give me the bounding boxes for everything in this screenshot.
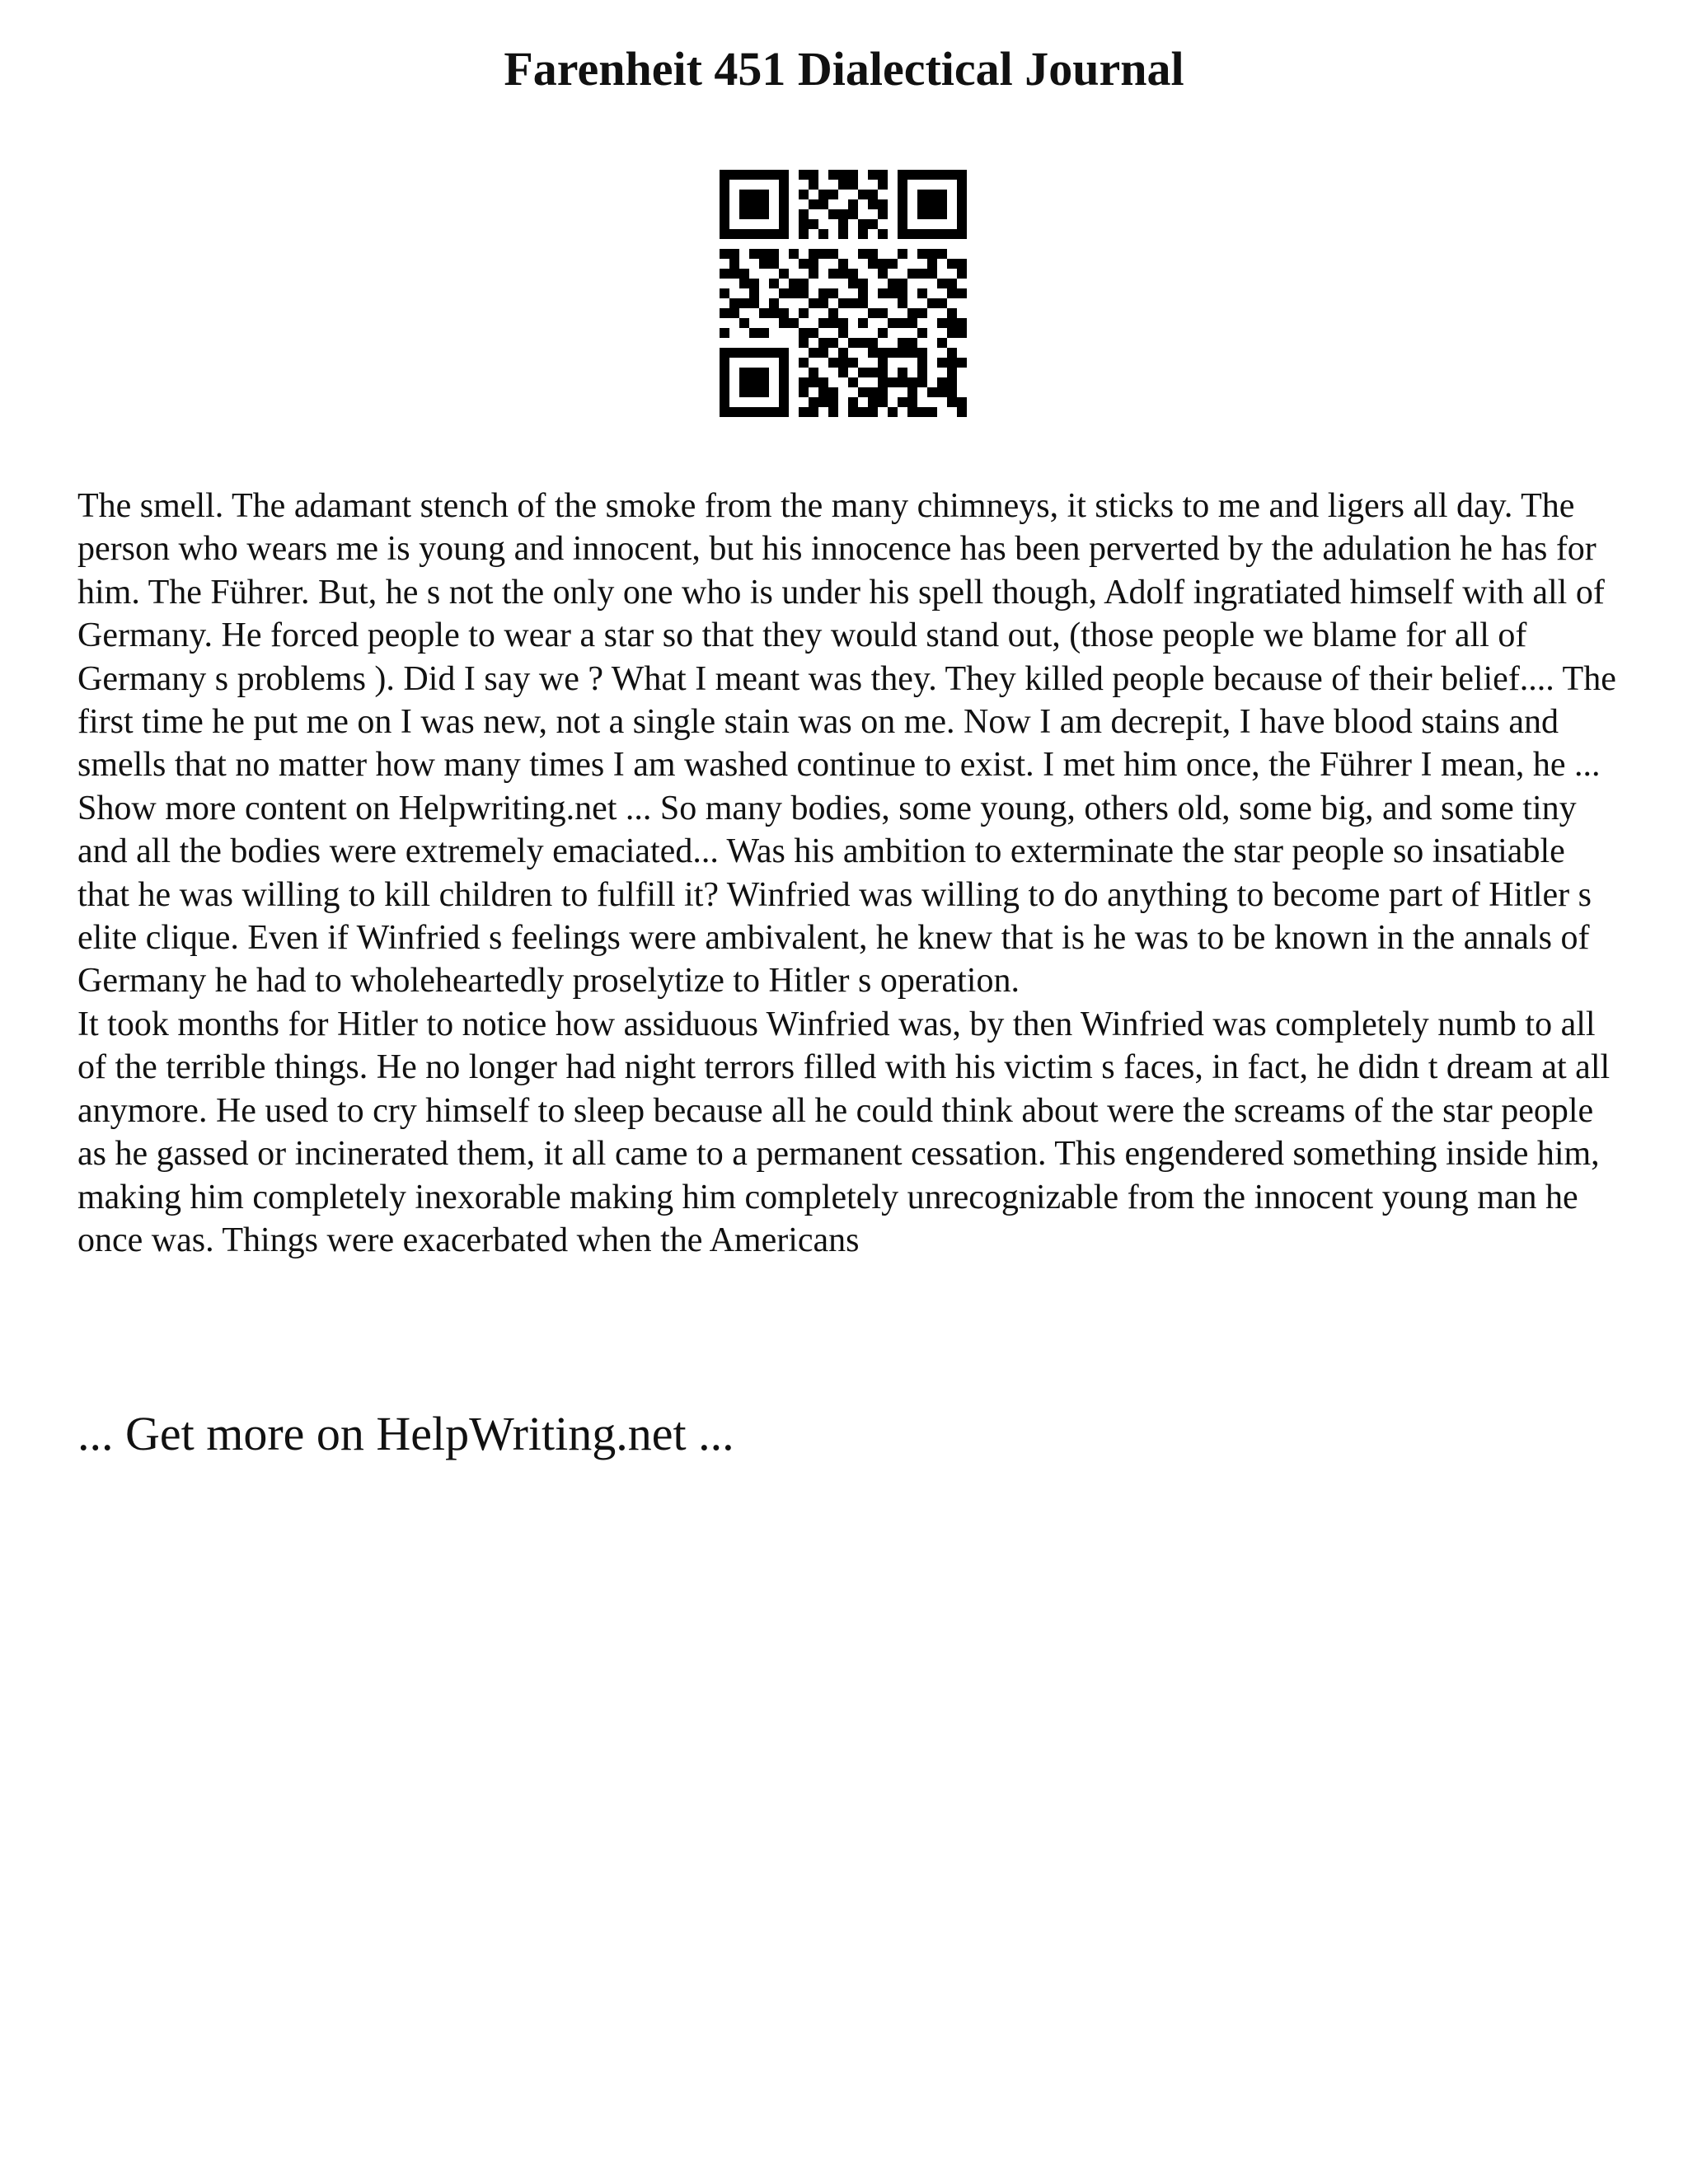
- body-paragraph: It took months for Hitler to notice how assiduous Winfried was, by then Winfried was completely numb to all of the terrible things. He no longer had night terrors filled with his victim s faces, in fact, he didn t dream at all anymore. He used to cry himself to sleep because all he could think about were the screams of the star people as he gassed or incinerated them, it all came to a permanent cessation. This engendered something inside him, making him completely inexorable making him completely unrecognizable from the innocent young man he once was. Things were exacerbated when the Americans: [77, 1005, 1611, 1259]
- qr-code[interactable]: [720, 170, 967, 417]
- qr-code-icon: [720, 170, 967, 417]
- get-more-link[interactable]: ... Get more on HelpWriting.net ...: [77, 1407, 734, 1460]
- document-title: Farenheit 451 Dialectical Journal: [504, 42, 1184, 96]
- body-text: [77, 485, 1619, 1262]
- body-paragraph: The smell. The adamant stench of the smoke from the many chimneys, it sticks to me and ligers all day. The person who wears me is young and innocent, but his innocence has been perverted by the adulation he has for him. The Führer. But, he s not the only one who is under his spell though, Adolf ingratiated himself with all of Germany. He forced people to wear a star so that they would stand out, (those people we blame for all of Germany s problems ). Did I say we ? What I meant was they. They killed people because of their belief.... The first time he put me on I was new, not a single stain was on me. Now I am decrepit, I have blood stains and smells that no matter how many times I am washed continue to exist. I met him once, the Führer I mean, he ... Show more content on Helpwriting.net ... So many bodies, some young, others old, some big, and some tiny and all the bodies were extremely emaciated... Was his ambition to exterminate the star people so insatiable that he was willing to kill children to fulfill it? Winfried was willing to do anything to become part of Hitler s elite clique. Even if Winfried s feelings were ambivalent, he knew that is he was to be known in the annals of Germany he had to wholeheartedly proselytize to Hitler s operation.: [77, 487, 1616, 1001]
